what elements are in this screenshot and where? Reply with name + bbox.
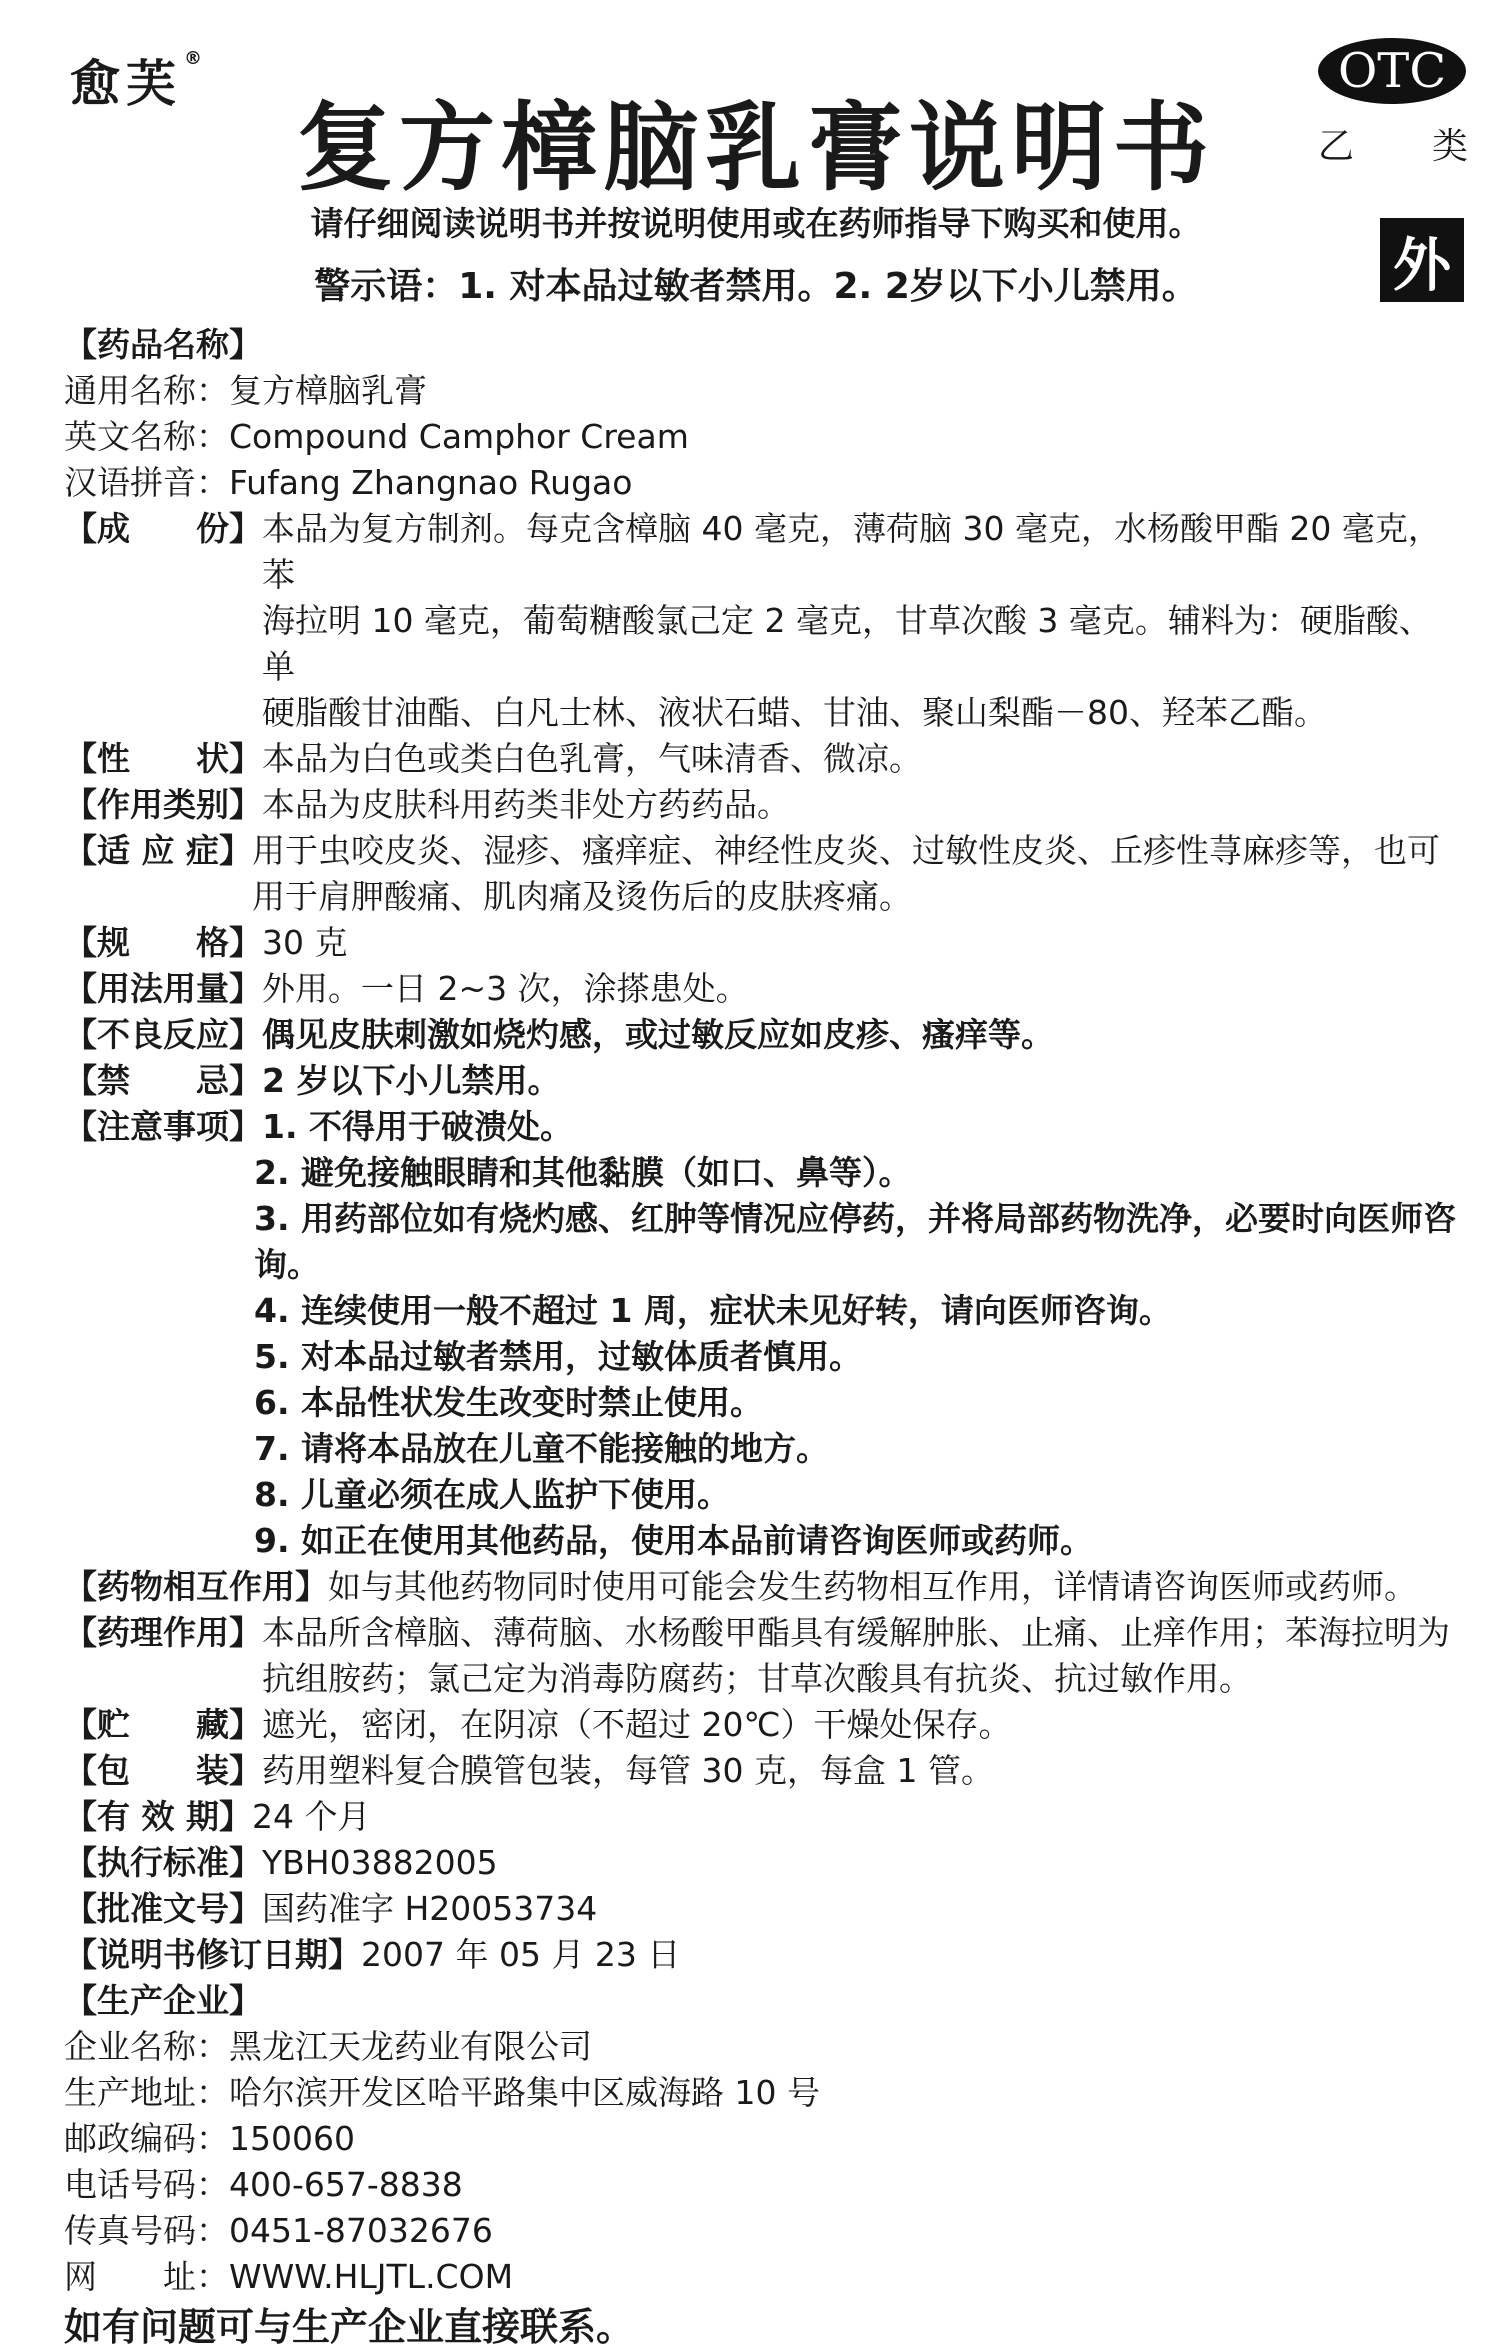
section-label: 【批准文号】 xyxy=(64,1889,262,1928)
manufacturer-value: 0451-87032676 xyxy=(229,2211,493,2250)
manufacturer-row xyxy=(64,2116,1464,2162)
section-value: 2 岁以下小儿禁用。 xyxy=(262,1061,561,1100)
brand-name: 愈芙 xyxy=(70,55,182,113)
section-specification xyxy=(64,920,1464,966)
precaution-item: 8. 儿童必须在成人监护下使用。 xyxy=(254,1475,730,1514)
section-value: 本品为白色或类白色乳膏，气味清香、微凉。 xyxy=(262,739,922,778)
section-title-manufacturer: 【生产企业】 xyxy=(64,1981,262,2020)
section-title-drug-name: 【药品名称】 xyxy=(64,325,262,364)
section-shelf-life xyxy=(64,1794,1464,1840)
section-pharmacology xyxy=(64,1610,1464,1702)
section-revision-date xyxy=(64,1932,1464,1978)
document-title: 复方樟脑乳膏说明书 xyxy=(297,92,1215,204)
manufacturer-key: 邮政编码： xyxy=(64,2119,229,2158)
drug-name-key: 通用名称： xyxy=(64,371,229,410)
drug-name-value: Fufang Zhangnao Rugao xyxy=(229,463,633,502)
manufacturer-value: 哈尔滨开发区哈平路集中区威海路 10 号 xyxy=(229,2073,820,2112)
section-label: 【有 效 期】 xyxy=(64,1797,252,1836)
drug-name-row xyxy=(64,460,1464,506)
precaution-item: 2. 避免接触眼睛和其他黏膜（如口、鼻等）。 xyxy=(254,1153,912,1192)
section-label: 【适 应 症】 xyxy=(64,831,252,870)
section-label: 【药理作用】 xyxy=(64,1613,262,1652)
section-value: 国药准字 H20053734 xyxy=(262,1889,598,1928)
section-value: 用于虫咬皮炎、湿疹、瘙痒症、神经性皮炎、过敏性皮炎、丘疹性荨麻疹等，也可 用于肩胛酸痛、肌肉痛及烫伤后的皮肤疼痛。 xyxy=(251,831,1440,916)
section-standard xyxy=(64,1840,1464,1886)
section-category xyxy=(64,782,1464,828)
section-value: 如与其他药物同时使用可能会发生药物相互作用，详情请咨询医师或药师。 xyxy=(328,1567,1417,1606)
manufacturer-value: 150060 xyxy=(229,2119,355,2158)
manufacturer-row xyxy=(64,2070,1464,2116)
manufacturer-key: 网 址： xyxy=(64,2257,229,2296)
precaution-item: 7. 请将本品放在儿童不能接触的地方。 xyxy=(254,1429,829,1468)
drug-name-value: Compound Camphor Cream xyxy=(229,417,689,456)
precautions-list xyxy=(254,1150,1464,1564)
precaution-item: 6. 本品性状发生改变时禁止使用。 xyxy=(254,1383,763,1422)
manufacturer-row xyxy=(64,2024,1464,2070)
manufacturer-key: 电话号码： xyxy=(64,2165,229,2204)
manufacturer-row xyxy=(64,2254,1464,2300)
section-value: 本品为复方制剂。每克含樟脑 40 毫克，薄荷脑 30 毫克，水杨酸甲酯 20 毫克，苯 海拉明 10 毫克，葡萄糖酸氯己定 2 毫克，甘草次酸 3 毫克。辅料为：硬脂酸、单 硬脂酸甘油酯、白凡士林、液状石蜡、甘油、聚山梨酯－80、羟苯乙酯。 xyxy=(262,509,1441,732)
otc-class-label xyxy=(1318,118,1468,169)
drug-name-key: 英文名称： xyxy=(64,417,229,456)
otc-class-char-1: 乙 xyxy=(1318,126,1355,167)
manufacturer-key: 企业名称： xyxy=(64,2027,229,2066)
section-value: YBH03882005 xyxy=(262,1843,498,1882)
manufacturer-value: 400-657-8838 xyxy=(229,2165,463,2204)
warning-statement: 警示语：1. 对本品过敏者禁用。2. 2岁以下小儿禁用。 xyxy=(314,266,1198,307)
section-label: 【包 装】 xyxy=(64,1751,262,1790)
precaution-item: 1. 不得用于破溃处。 xyxy=(262,1107,573,1146)
section-interactions xyxy=(64,1564,1464,1610)
section-label: 【执行标准】 xyxy=(64,1843,262,1882)
manufacturer-value: 黑龙江天龙药业有限公司 xyxy=(229,2027,592,2066)
section-adverse-reactions xyxy=(64,1012,1464,1058)
section-label: 【药物相互作用】 xyxy=(64,1567,328,1606)
section-value: 遮光，密闭，在阴凉（不超过 20℃）干燥处保存。 xyxy=(262,1705,1012,1744)
section-storage xyxy=(64,1702,1464,1748)
precaution-item: 5. 对本品过敏者禁用，过敏体质者慎用。 xyxy=(254,1337,862,1376)
section-value: 外用。一日 2~3 次，涂搽患处。 xyxy=(262,969,749,1008)
section-label: 【成 份】 xyxy=(64,509,262,548)
external-use-badge: 外 xyxy=(1380,218,1464,302)
section-value: 24 个月 xyxy=(251,1797,371,1836)
leaflet-content xyxy=(64,322,1464,2350)
section-value: 偶见皮肤刺激如烧灼感，或过敏反应如皮疹、瘙痒等。 xyxy=(262,1015,1054,1054)
manufacturer-row xyxy=(64,2162,1464,2208)
section-label: 【作用类别】 xyxy=(64,785,262,824)
manufacturer-key: 生产地址： xyxy=(64,2073,229,2112)
section-label: 【注意事项】 xyxy=(64,1107,262,1146)
drug-name-value: 复方樟脑乳膏 xyxy=(229,371,427,410)
section-appearance xyxy=(64,736,1464,782)
drug-name-row xyxy=(64,414,1464,460)
section-dosage xyxy=(64,966,1464,1012)
registered-mark: ® xyxy=(184,48,208,69)
precaution-item: 4. 连续使用一般不超过 1 周，症状未见好转，请向医师咨询。 xyxy=(254,1291,1172,1330)
manufacturer-row xyxy=(64,2208,1464,2254)
section-value: 药用塑料复合膜管包装，每管 30 克，每盒 1 管。 xyxy=(262,1751,994,1790)
drug-name-row xyxy=(64,368,1464,414)
section-packaging xyxy=(64,1748,1464,1794)
section-value: 2007 年 05 月 23 日 xyxy=(361,1935,681,1974)
section-indications xyxy=(64,828,1464,920)
section-value: 30 克 xyxy=(262,923,348,962)
section-contraindications xyxy=(64,1058,1464,1104)
section-label: 【不良反应】 xyxy=(64,1015,262,1054)
section-label: 【用法用量】 xyxy=(64,969,262,1008)
drug-name-key: 汉语拼音： xyxy=(64,463,229,502)
section-approval-number xyxy=(64,1886,1464,1932)
otc-badge: OTC xyxy=(1318,38,1466,104)
precaution-item: 9. 如正在使用其他药品，使用本品前请咨询医师或药师。 xyxy=(254,1521,1093,1560)
section-label: 【说明书修订日期】 xyxy=(64,1935,361,1974)
section-ingredients xyxy=(64,506,1464,736)
manufacturer-website: WWW.HLJTL.COM xyxy=(229,2257,514,2296)
section-precautions xyxy=(64,1104,1464,1150)
contact-footer: 如有问题可与生产企业直接联系。 xyxy=(64,2305,635,2349)
section-label: 【贮 藏】 xyxy=(64,1705,262,1744)
otc-class-char-2: 类 xyxy=(1431,126,1468,167)
section-label: 【规 格】 xyxy=(64,923,262,962)
section-label: 【性 状】 xyxy=(64,739,262,778)
section-value: 本品所含樟脑、薄荷脑、水杨酸甲酯具有缓解肿胀、止痛、止痒作用；苯海拉明为 抗组胺药；氯己定为消毒防腐药；甘草次酸具有抗炎、抗过敏作用。 xyxy=(262,1613,1450,1698)
precaution-item: 3. 用药部位如有烧灼感、红肿等情况应停药，并将局部药物洗净，必要时向医师咨 询。 xyxy=(254,1199,1456,1284)
manufacturer-key: 传真号码： xyxy=(64,2211,229,2250)
section-value: 本品为皮肤科用药类非处方药药品。 xyxy=(262,785,790,824)
usage-notice: 请仔细阅读说明书并按说明使用或在药师指导下购买和使用。 xyxy=(310,204,1202,243)
section-label: 【禁 忌】 xyxy=(64,1061,262,1100)
